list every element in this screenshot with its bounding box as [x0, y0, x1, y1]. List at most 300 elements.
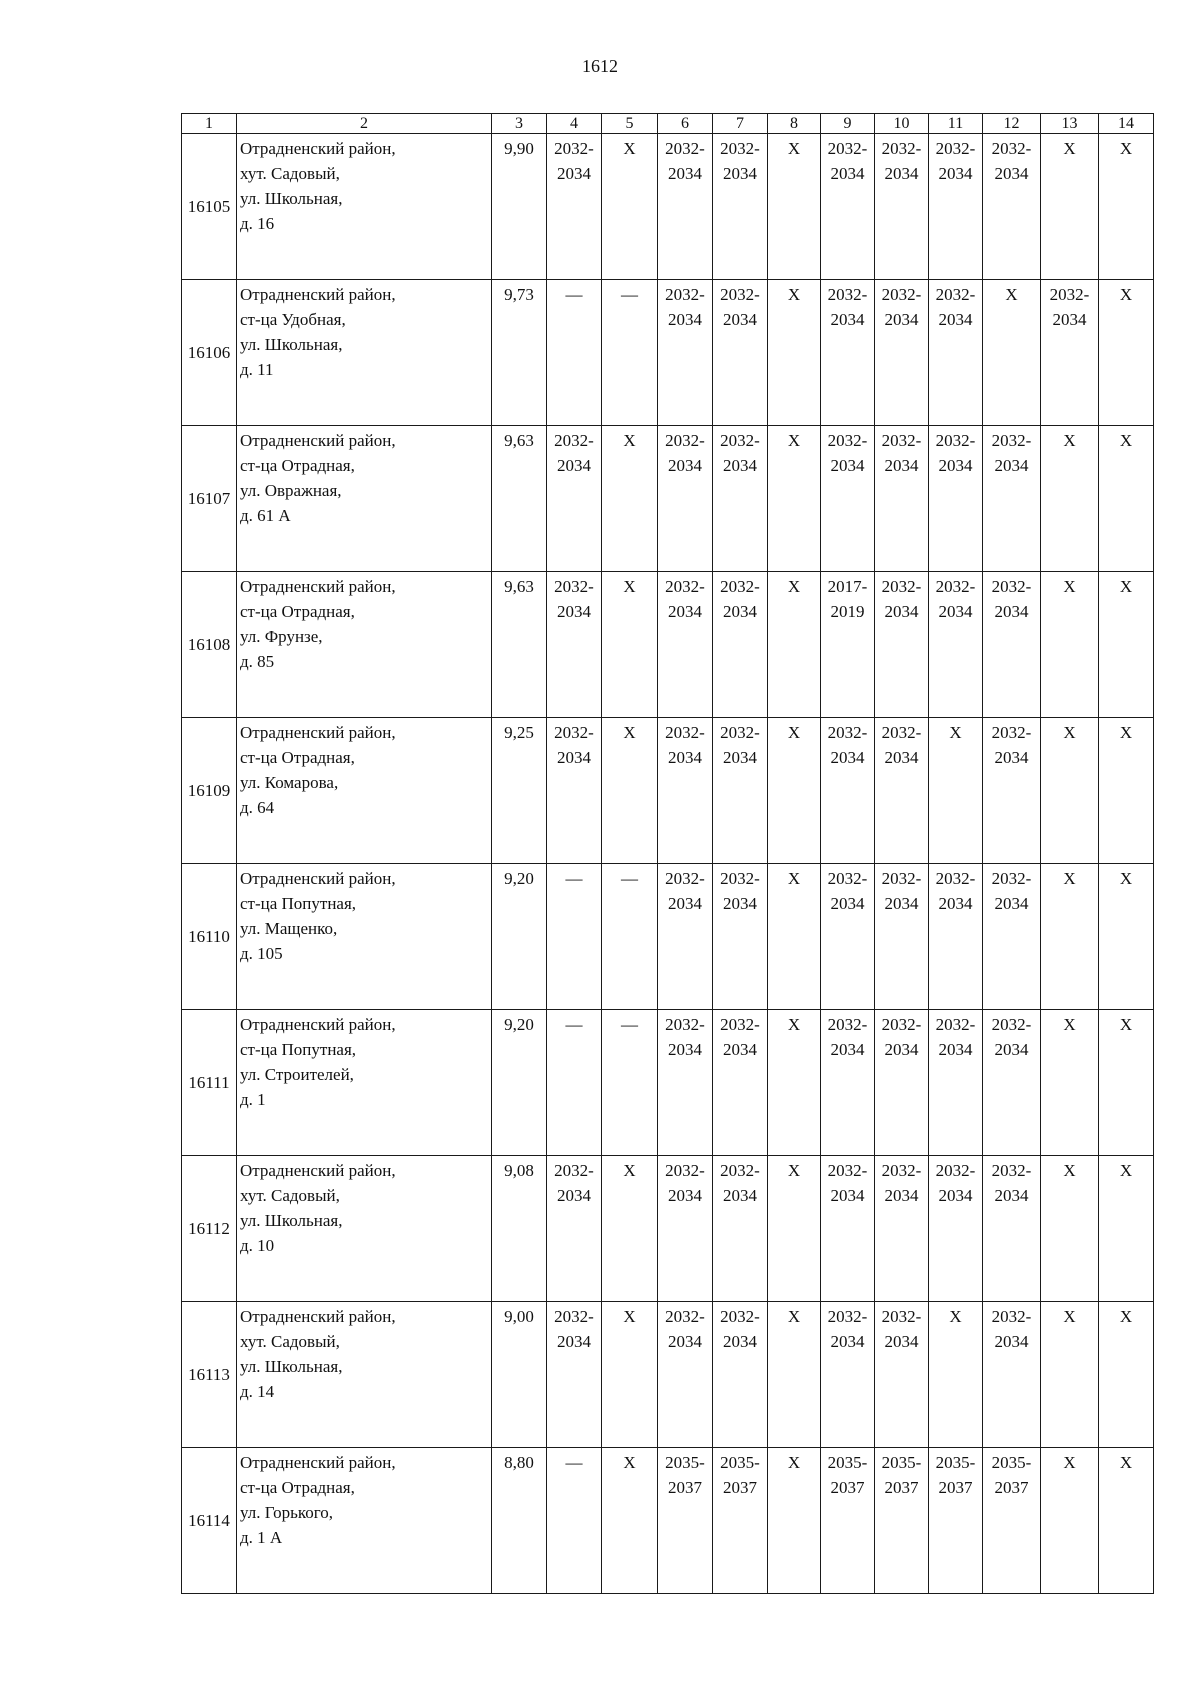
period-text: Х	[949, 723, 962, 742]
column-number-3: 3	[492, 114, 547, 134]
address-line: д. 105	[240, 944, 283, 963]
table-row	[182, 280, 1154, 426]
period-text: Х	[1063, 1161, 1076, 1180]
period-text: Х	[1119, 285, 1133, 304]
period-text: 2034	[994, 1040, 1029, 1059]
period-text: 2032-	[881, 139, 922, 158]
period-text: 2037	[994, 1478, 1029, 1497]
table-row	[182, 864, 1154, 1010]
period-cell-col-8	[768, 426, 821, 572]
period-text: Х	[623, 723, 636, 742]
column-number-13: 13	[1041, 114, 1099, 134]
period-text: Х	[1119, 1161, 1133, 1180]
period-cell-col-7	[713, 426, 768, 572]
address-line: д. 1	[240, 1090, 266, 1109]
period-text: 2034	[668, 748, 702, 767]
period-cell-col-11	[929, 426, 983, 572]
address-line: ст-ца Отрадная,	[240, 1478, 355, 1497]
period-text: 2034	[723, 1186, 757, 1205]
period-text: Х	[623, 1453, 636, 1472]
period-text: 2032-	[827, 431, 868, 450]
period-text: 2035-	[991, 1453, 1032, 1472]
value-cell: 9,63	[492, 426, 547, 572]
period-text: 2035-	[881, 1453, 922, 1472]
period-cell-col-9	[821, 280, 875, 426]
period-cell-col-5	[602, 280, 658, 426]
period-cell-col-4	[547, 1448, 602, 1594]
address-line: Отрадненский район,	[240, 1161, 396, 1180]
address-line: ул. Овражная,	[240, 481, 342, 500]
period-cell-col-12	[983, 1448, 1041, 1594]
period-cell-col-8	[768, 280, 821, 426]
period-cell-col-9	[821, 426, 875, 572]
period-text: 2034	[557, 456, 591, 475]
period-text: 2034	[668, 1040, 702, 1059]
address-line: хут. Садовый,	[240, 1332, 340, 1351]
period-cell-col-13	[1041, 1448, 1099, 1594]
period-text: 2032-	[665, 139, 705, 158]
period-cell-col-12	[983, 1156, 1041, 1302]
period-text: Х	[1063, 1453, 1076, 1472]
period-cell-col-11	[929, 718, 983, 864]
period-text: 2032-	[720, 285, 760, 304]
period-cell-col-4	[547, 134, 602, 280]
period-text: Х	[787, 431, 801, 450]
period-cell-col-10	[875, 1302, 929, 1448]
period-text: 2034	[884, 1186, 919, 1205]
period-text: 2032-	[991, 869, 1032, 888]
period-text: 2032-	[991, 1161, 1032, 1180]
period-text: Х	[1063, 869, 1076, 888]
period-cell-col-10	[875, 280, 929, 426]
value-cell: 9,20	[492, 864, 547, 1010]
period-text: 2034	[557, 602, 591, 621]
address-line: д. 1 А	[240, 1528, 283, 1547]
period-cell-col-14	[1099, 572, 1154, 718]
period-cell-col-5	[602, 1010, 658, 1156]
period-cell-col-9	[821, 718, 875, 864]
period-cell-col-13	[1041, 864, 1099, 1010]
period-text: Х	[623, 577, 636, 596]
address-line: ст-ца Удобная,	[240, 310, 346, 329]
period-text: 2034	[884, 1332, 919, 1351]
period-text: Х	[787, 869, 801, 888]
period-cell-col-14	[1099, 864, 1154, 1010]
period-cell-col-11	[929, 134, 983, 280]
period-cell-col-7	[713, 1156, 768, 1302]
period-text: 2032-	[720, 723, 760, 742]
period-text: 2032-	[554, 1307, 594, 1326]
address-line: ул. Мащенко,	[240, 919, 338, 938]
period-text: 2034	[884, 310, 919, 329]
column-number-10: 10	[875, 114, 929, 134]
period-text: 2032-	[720, 1015, 760, 1034]
table-row	[182, 1010, 1154, 1156]
period-cell-col-10	[875, 1448, 929, 1594]
period-text: 2032-	[827, 1015, 868, 1034]
period-text: 2019	[830, 602, 865, 621]
period-text: 2032-	[881, 1307, 922, 1326]
period-cell-col-12	[983, 134, 1041, 280]
period-text: 2032-	[991, 577, 1032, 596]
period-text: 2037	[884, 1478, 919, 1497]
column-number-9: 9	[821, 114, 875, 134]
period-text: 2037	[938, 1478, 973, 1497]
period-cell-col-12	[983, 1010, 1041, 1156]
column-number-7: 7	[713, 114, 768, 134]
period-text: 2034	[830, 894, 865, 913]
period-cell-col-10	[875, 718, 929, 864]
table-row	[182, 134, 1154, 280]
period-text: Х	[1119, 1307, 1133, 1326]
value-cell: 8,80	[492, 1448, 547, 1594]
table-row	[182, 1302, 1154, 1448]
period-text: 2034	[557, 1332, 591, 1351]
period-cell-col-12	[983, 572, 1041, 718]
period-cell-col-13	[1041, 1302, 1099, 1448]
period-cell-col-14	[1099, 1302, 1154, 1448]
value-cell: 9,90	[492, 134, 547, 280]
period-text: 2032-	[881, 1161, 922, 1180]
period-text: 2035-	[720, 1453, 760, 1472]
period-cell-col-7	[713, 718, 768, 864]
address-line: Отрадненский район,	[240, 723, 396, 742]
period-text: 2032-	[554, 723, 594, 742]
address-line: Отрадненский район,	[240, 1453, 396, 1472]
period-cell-col-4	[547, 864, 602, 1010]
period-text: 2032-	[881, 869, 922, 888]
column-number-row	[182, 114, 1154, 134]
period-text: 2037	[668, 1478, 702, 1497]
period-text: 2032-	[881, 431, 922, 450]
address-line: ст-ца Отрадная,	[240, 748, 355, 767]
address-line: ул. Школьная,	[240, 1211, 343, 1230]
period-cell-col-4	[547, 1156, 602, 1302]
period-text: 2032-	[881, 723, 922, 742]
address-line: ул. Школьная,	[240, 1357, 343, 1376]
period-cell-col-5	[602, 1302, 658, 1448]
row-id: 16111	[182, 1010, 237, 1156]
period-text: Х	[1063, 577, 1076, 596]
period-text: 2032-	[554, 577, 594, 596]
period-text: Х	[623, 1161, 636, 1180]
row-id: 16114	[182, 1448, 237, 1594]
period-text: 2034	[994, 1186, 1029, 1205]
period-cell-col-5	[602, 572, 658, 718]
address-line: ст-ца Отрадная,	[240, 602, 355, 621]
address-cell	[237, 426, 492, 572]
period-text: 2034	[938, 1040, 973, 1059]
address-line: ул. Фрунзе,	[240, 627, 323, 646]
address-line: ул. Строителей,	[240, 1065, 354, 1084]
period-text: —	[565, 869, 583, 888]
period-cell-col-6	[658, 426, 713, 572]
period-cell-col-9	[821, 1156, 875, 1302]
period-cell-col-11	[929, 1010, 983, 1156]
address-line: д. 10	[240, 1236, 275, 1255]
period-text: 2034	[723, 748, 757, 767]
period-text: 2034	[994, 164, 1029, 183]
period-text: 2034	[668, 602, 702, 621]
value-cell: 9,73	[492, 280, 547, 426]
period-text: 2034	[723, 894, 757, 913]
address-line: д. 16	[240, 214, 275, 233]
period-cell-col-9	[821, 864, 875, 1010]
row-id: 16108	[182, 572, 237, 718]
period-text: Х	[1063, 1015, 1076, 1034]
period-text: Х	[1063, 139, 1076, 158]
period-text: —	[621, 869, 638, 888]
period-cell-col-13	[1041, 572, 1099, 718]
period-text: 2035-	[827, 1453, 868, 1472]
address-line: д. 85	[240, 652, 275, 671]
period-cell-col-6	[658, 1302, 713, 1448]
period-text: Х	[1119, 723, 1133, 742]
period-cell-col-5	[602, 426, 658, 572]
column-number-11: 11	[929, 114, 983, 134]
period-text: 2035-	[665, 1453, 705, 1472]
period-text: 2032-	[827, 869, 868, 888]
period-text: —	[565, 1453, 583, 1472]
period-cell-col-12	[983, 864, 1041, 1010]
period-text: Х	[1063, 723, 1076, 742]
period-cell-col-14	[1099, 1448, 1154, 1594]
period-text: 2034	[830, 164, 865, 183]
period-text: Х	[787, 1453, 801, 1472]
period-text: 2032-	[935, 1015, 976, 1034]
period-cell-col-12	[983, 426, 1041, 572]
period-cell-col-14	[1099, 1010, 1154, 1156]
period-cell-col-11	[929, 1156, 983, 1302]
period-text: 2037	[830, 1478, 865, 1497]
address-line: Отрадненский район,	[240, 431, 396, 450]
period-text: 2034	[884, 456, 919, 475]
period-text: Х	[1119, 1453, 1133, 1472]
period-text: Х	[787, 1161, 801, 1180]
period-text: 2034	[668, 894, 702, 913]
period-text: 2034	[557, 164, 591, 183]
period-text: 2034	[884, 748, 919, 767]
period-cell-col-7	[713, 1302, 768, 1448]
column-number-4: 4	[547, 114, 602, 134]
period-text: 2032-	[554, 1161, 594, 1180]
period-text: 2037	[723, 1478, 757, 1497]
period-text: 2032-	[720, 139, 760, 158]
row-id: 16107	[182, 426, 237, 572]
period-cell-col-9	[821, 134, 875, 280]
period-text: 2032-	[554, 431, 594, 450]
period-cell-col-6	[658, 718, 713, 864]
period-cell-col-12	[983, 1302, 1041, 1448]
period-cell-col-8	[768, 572, 821, 718]
row-id: 16110	[182, 864, 237, 1010]
period-cell-col-6	[658, 280, 713, 426]
period-cell-col-11	[929, 1302, 983, 1448]
period-cell-col-4	[547, 572, 602, 718]
table-row	[182, 718, 1154, 864]
period-text: —	[565, 285, 583, 304]
column-number-1: 1	[182, 114, 237, 134]
period-cell-col-8	[768, 1156, 821, 1302]
period-cell-col-13	[1041, 1010, 1099, 1156]
period-text: 2034	[668, 164, 702, 183]
period-cell-col-11	[929, 1448, 983, 1594]
column-number-8: 8	[768, 114, 821, 134]
address-line: ул. Горького,	[240, 1503, 334, 1522]
period-text: 2032-	[665, 285, 705, 304]
period-cell-col-8	[768, 1010, 821, 1156]
address-cell	[237, 718, 492, 864]
value-cell: 9,00	[492, 1302, 547, 1448]
period-text: 2034	[668, 1186, 702, 1205]
period-text: 2032-	[720, 431, 760, 450]
period-cell-col-5	[602, 1448, 658, 1594]
value-cell: 9,08	[492, 1156, 547, 1302]
period-text: 2032-	[881, 285, 922, 304]
period-text: Х	[1119, 1015, 1133, 1034]
period-text: Х	[1063, 431, 1076, 450]
period-text: 2032-	[720, 577, 760, 596]
period-text: 2034	[938, 310, 973, 329]
period-text: 2034	[723, 310, 757, 329]
period-cell-col-10	[875, 864, 929, 1010]
period-text: 2034	[994, 894, 1029, 913]
period-cell-col-13	[1041, 1156, 1099, 1302]
period-cell-col-13	[1041, 280, 1099, 426]
period-text: 2034	[830, 1186, 865, 1205]
period-text: 2034	[723, 602, 757, 621]
period-text: Х	[1005, 285, 1018, 304]
address-line: ул. Школьная,	[240, 189, 343, 208]
period-cell-col-4	[547, 280, 602, 426]
address-cell	[237, 280, 492, 426]
register-table-body	[182, 114, 1154, 1594]
period-text: 2032-	[991, 723, 1032, 742]
period-cell-col-11	[929, 280, 983, 426]
period-text: 2032-	[665, 723, 705, 742]
period-text: 2032-	[881, 577, 922, 596]
column-number-6: 6	[658, 114, 713, 134]
period-cell-col-6	[658, 1448, 713, 1594]
period-text: 2032-	[991, 1015, 1032, 1034]
address-cell	[237, 864, 492, 1010]
period-text: 2034	[723, 456, 757, 475]
period-text: 2032-	[827, 1161, 868, 1180]
period-text: Х	[787, 577, 801, 596]
period-cell-col-5	[602, 134, 658, 280]
period-cell-col-13	[1041, 718, 1099, 864]
table-row	[182, 572, 1154, 718]
period-text: Х	[623, 139, 636, 158]
column-number-14: 14	[1099, 114, 1154, 134]
period-text: 2034	[938, 602, 973, 621]
period-text: 2032-	[665, 1161, 705, 1180]
period-cell-col-7	[713, 1010, 768, 1156]
address-cell	[237, 572, 492, 718]
period-text: 2032-	[935, 577, 976, 596]
address-line: д. 14	[240, 1382, 275, 1401]
period-text: 2034	[994, 748, 1029, 767]
period-cell-col-7	[713, 1448, 768, 1594]
value-cell: 9,25	[492, 718, 547, 864]
period-text: 2032-	[935, 285, 976, 304]
period-text: 2034	[884, 602, 919, 621]
period-text: —	[621, 285, 638, 304]
period-text: Х	[1119, 431, 1133, 450]
column-number-5: 5	[602, 114, 658, 134]
period-text: 2034	[557, 748, 591, 767]
period-text: 2032-	[935, 431, 976, 450]
period-text: 2032-	[665, 577, 705, 596]
address-line: Отрадненский район,	[240, 577, 396, 596]
row-id: 16106	[182, 280, 237, 426]
address-line: ст-ца Отрадная,	[240, 456, 355, 475]
period-text: Х	[787, 1307, 801, 1326]
period-cell-col-6	[658, 864, 713, 1010]
period-cell-col-4	[547, 1010, 602, 1156]
period-text: 2034	[1052, 310, 1087, 329]
address-line: хут. Садовый,	[240, 1186, 340, 1205]
period-cell-col-11	[929, 572, 983, 718]
period-cell-col-8	[768, 864, 821, 1010]
address-cell	[237, 1448, 492, 1594]
address-cell	[237, 1302, 492, 1448]
period-cell-col-9	[821, 1302, 875, 1448]
period-cell-col-6	[658, 134, 713, 280]
period-cell-col-7	[713, 864, 768, 1010]
period-text: 2032-	[827, 723, 868, 742]
address-line: ст-ца Попутная,	[240, 1040, 357, 1059]
period-cell-col-6	[658, 1010, 713, 1156]
period-text: Х	[1119, 869, 1133, 888]
period-text: 2034	[938, 456, 973, 475]
period-text: 2032-	[1049, 285, 1090, 304]
page-number: 1612	[582, 56, 618, 76]
period-text: 2034	[830, 1040, 865, 1059]
period-text: —	[621, 1015, 638, 1034]
period-text: 2032-	[720, 1307, 760, 1326]
period-text: Х	[623, 431, 636, 450]
period-cell-col-8	[768, 718, 821, 864]
period-cell-col-4	[547, 426, 602, 572]
address-line: Отрадненский район,	[240, 869, 396, 888]
address-cell	[237, 1010, 492, 1156]
period-cell-col-13	[1041, 426, 1099, 572]
period-text: 2032-	[665, 1015, 705, 1034]
value-cell: 9,63	[492, 572, 547, 718]
period-text: 2034	[830, 310, 865, 329]
address-line: ст-ца Попутная,	[240, 894, 357, 913]
period-text: Х	[1119, 139, 1133, 158]
period-text: 2032-	[554, 139, 594, 158]
period-cell-col-4	[547, 718, 602, 864]
period-text: 2034	[668, 1332, 702, 1351]
period-text: 2034	[994, 1332, 1029, 1351]
period-cell-col-5	[602, 1156, 658, 1302]
period-cell-col-9	[821, 1010, 875, 1156]
address-line: д. 64	[240, 798, 275, 817]
period-cell-col-4	[547, 1302, 602, 1448]
period-text: 2034	[723, 164, 757, 183]
period-text: 2034	[668, 456, 702, 475]
period-text: 2032-	[827, 139, 868, 158]
period-text: Х	[787, 723, 801, 742]
period-text: 2034	[938, 894, 973, 913]
period-cell-col-10	[875, 572, 929, 718]
register-table	[181, 113, 1154, 1594]
period-text: 2034	[830, 1332, 865, 1351]
period-cell-col-10	[875, 1010, 929, 1156]
